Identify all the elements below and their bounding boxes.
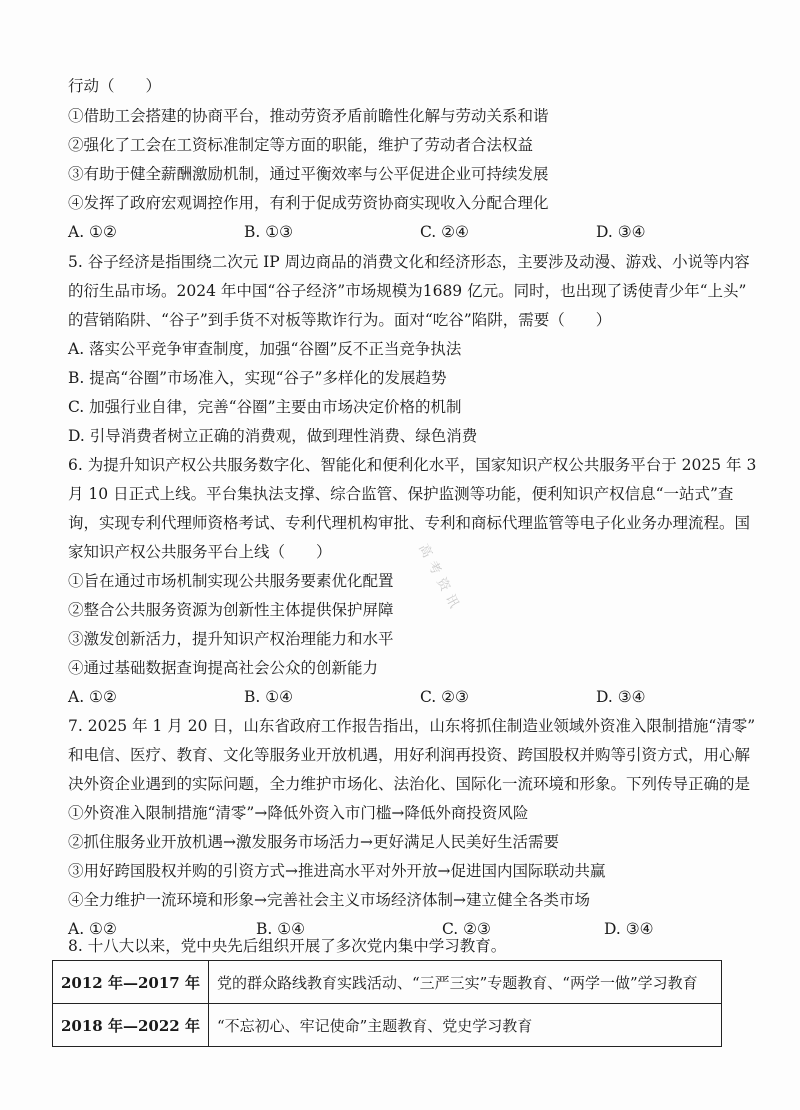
q4-item-3: ③有助于健全薪酬激励机制，通过平衡效率与公平促进企业可持续发展 (68, 165, 549, 183)
q4-option-d[interactable]: D. ③④ (596, 223, 646, 241)
q6-stem-line-4: 家知识产权公共服务平台上线（ ） (68, 543, 332, 561)
q5-stem-line-3: 的营销陷阱、“谷子”到手货不对板等欺诈行为。面对“吃谷”陷阱，需要（ ） (68, 311, 612, 329)
q6-item-1: ①旨在通过市场机制实现公共服务要素优化配置 (68, 572, 394, 590)
q8-stem: 8. 十八大以来，党中央先后组织开展了多次党内集中学习教育。 (68, 937, 507, 955)
q4-stem-tail: 行动（ ） (68, 77, 162, 95)
q6-option-d[interactable]: D. ③④ (596, 688, 646, 706)
q8-content-2: “不忘初心、牢记使命”主题教育、党史学习教育 (208, 1004, 721, 1047)
q8-period-2: 2018 年—2022 年 (53, 1004, 209, 1047)
q6-stem-line-2: 月 10 日正式上线。平台集执法支撑、综合监管、保护监测等功能，便利知识产权信息“一站式”查 (68, 485, 734, 503)
q6-item-2: ②整合公共服务资源为创新性主体提供保护屏障 (68, 601, 394, 619)
q7-option-d[interactable]: D. ③④ (604, 920, 654, 938)
table-row (53, 1004, 722, 1047)
q7-item-4: ④全力维护一流环境和形象→完善社会主义市场经济体制→建立健全各类市场 (68, 891, 590, 909)
q4-option-c[interactable]: C. ②④ (420, 223, 469, 241)
q7-item-3: ③用好跨国股权并购的引资方式→推进高水平对外开放→促进国内国际联动共赢 (68, 862, 606, 880)
q6-options (68, 687, 748, 707)
watermark: 高考资讯 (415, 541, 465, 617)
q6-stem-line-3: 询，实现专利代理师资格考试、专利代理机构审批、专利和商标代理监管等电子化业务办理流程。国 (68, 514, 751, 532)
q7-option-b[interactable]: B. ①④ (256, 920, 306, 938)
q6-item-4: ④通过基础数据查询提高社会公众的创新能力 (68, 659, 379, 677)
q8-table (52, 960, 722, 1047)
q7-stem-line-2: 和电信、医疗、教育、文化等服务业开放机遇，用好利润再投资、跨国股权并购等引资方式，用心解 (68, 746, 751, 764)
q5-option-d[interactable]: D. 引导消费者树立正确的消费观，做到理性消费、绿色消费 (68, 427, 478, 445)
q5-option-a[interactable]: A. 落实公平竞争审查制度，加强“谷圈”反不正当竞争执法 (68, 340, 462, 358)
q4-item-2: ②强化了工会在工资标准制定等方面的职能，维护了劳动者合法权益 (68, 136, 534, 154)
q5-stem-line-2: 的衍生品市场。2024 年中国“谷子经济”市场规模为1689 亿元。同时，也出现了诱使青少年“上头” (68, 282, 747, 300)
q7-stem-line-3: 决外资企业遇到的实际问题，全力维护市场化、法治化、国际化一流环境和形象。下列传导正确的是 (68, 775, 751, 793)
q4-options (68, 222, 748, 242)
q8-content-1: 党的群众路线教育实践活动、“三严三实”专题教育、“两学一做”学习教育 (208, 961, 721, 1004)
q6-item-3: ③激发创新活力，提升知识产权治理能力和水平 (68, 630, 394, 648)
q7-item-1: ①外资准入限制措施“清零”→降低外资入市门槛→降低外商投资风险 (68, 804, 529, 822)
q8-period-1: 2012 年—2017 年 (53, 961, 209, 1004)
q6-option-a[interactable]: A. ①② (68, 688, 117, 706)
q7-item-2: ②抓住服务业开放机遇→激发服务市场活力→更好满足人民美好生活需要 (68, 833, 559, 851)
q5-option-b[interactable]: B. 提高“谷圈”市场准入，实现“谷子”多样化的发展趋势 (68, 369, 447, 387)
q4-item-1: ①借助工会搭建的协商平台，推动劳资矛盾前瞻性化解与劳动关系和谐 (68, 107, 549, 125)
q4-option-a[interactable]: A. ①② (68, 223, 117, 241)
q7-option-a[interactable]: A. ①② (68, 920, 117, 938)
q4-item-4: ④发挥了政府宏观调控作用，有利于促成劳资协商实现收入分配合理化 (68, 194, 549, 212)
q5-option-c[interactable]: C. 加强行业自律，完善“谷圈”主要由市场决定价格的机制 (68, 398, 462, 416)
q6-option-c[interactable]: C. ②③ (420, 688, 469, 706)
q6-stem-line-1: 6. 为提升知识产权公共服务数字化、智能化和便利化水平，国家知识产权公共服务平台于 2025 年 3 (68, 456, 757, 474)
q6-option-b[interactable]: B. ①④ (244, 688, 294, 706)
q5-stem-line-1: 5. 谷子经济是指围绕二次元 IP 周边商品的消费文化和经济形态，主要涉及动漫、游戏、小说等内容 (68, 253, 750, 271)
q4-option-b[interactable]: B. ①③ (244, 223, 294, 241)
table-row (53, 961, 722, 1004)
q7-option-c[interactable]: C. ②③ (442, 920, 491, 938)
q7-stem-line-1: 7. 2025 年 1 月 20 日，山东省政府工作报告指出，山东将抓住制造业领域外资准入限制措施“清零” (68, 717, 756, 735)
